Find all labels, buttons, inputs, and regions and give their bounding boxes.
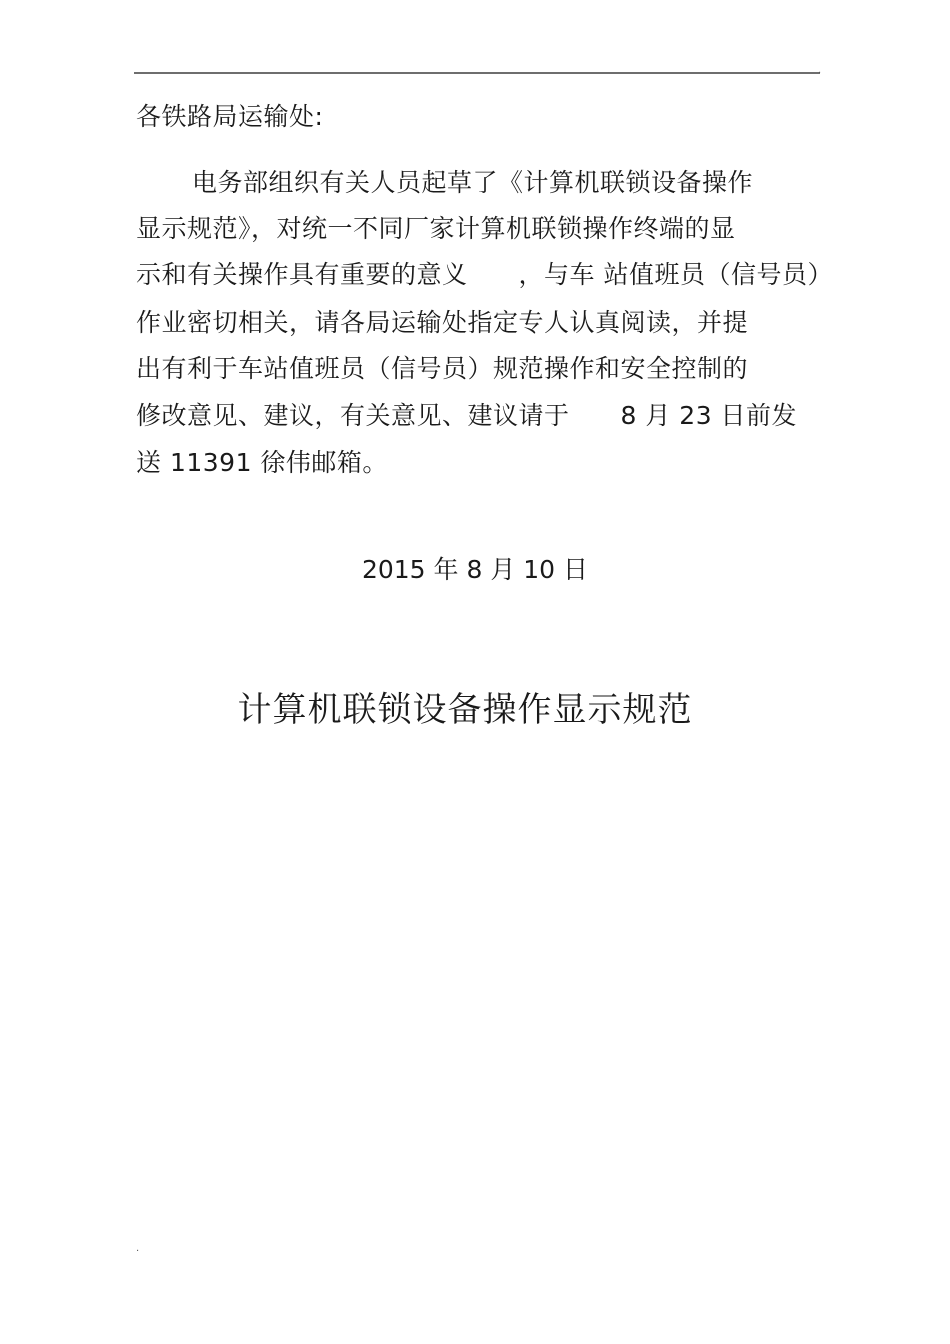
body-line-7: 送 11391 徐伟邮箱。 — [136, 448, 388, 477]
header-rule — [134, 72, 820, 74]
body-line-5: 出有利于车站值班员（信号员）规范操作和安全控制的 — [136, 354, 749, 383]
body-line-1: 电务部组织有关人员起草了《计算机联锁设备操作 — [192, 168, 754, 197]
body-line-4: 作业密切相关，请各局运输处指定专人认真阅读，并提 — [136, 308, 749, 337]
salutation: 各铁路局运输处: — [136, 102, 324, 131]
body-line-6: 修改意见、建议，有关意见、建议请于 8 月 23 日前发 — [136, 401, 798, 430]
letter-date: 2015 年 8 月 10 日 — [361, 555, 589, 584]
document-title: 计算机联锁设备操作显示规范 — [237, 690, 693, 730]
header-dot: . — [818, 65, 822, 76]
body-line-2: 显示规范》，对统一不同厂家计算机联锁操作终端的显 — [136, 214, 736, 243]
footer-dot: . — [136, 1243, 140, 1254]
body-line-3: 示和有关操作具有重要的意义 ，与车 站值班员（信号员） — [136, 260, 833, 289]
